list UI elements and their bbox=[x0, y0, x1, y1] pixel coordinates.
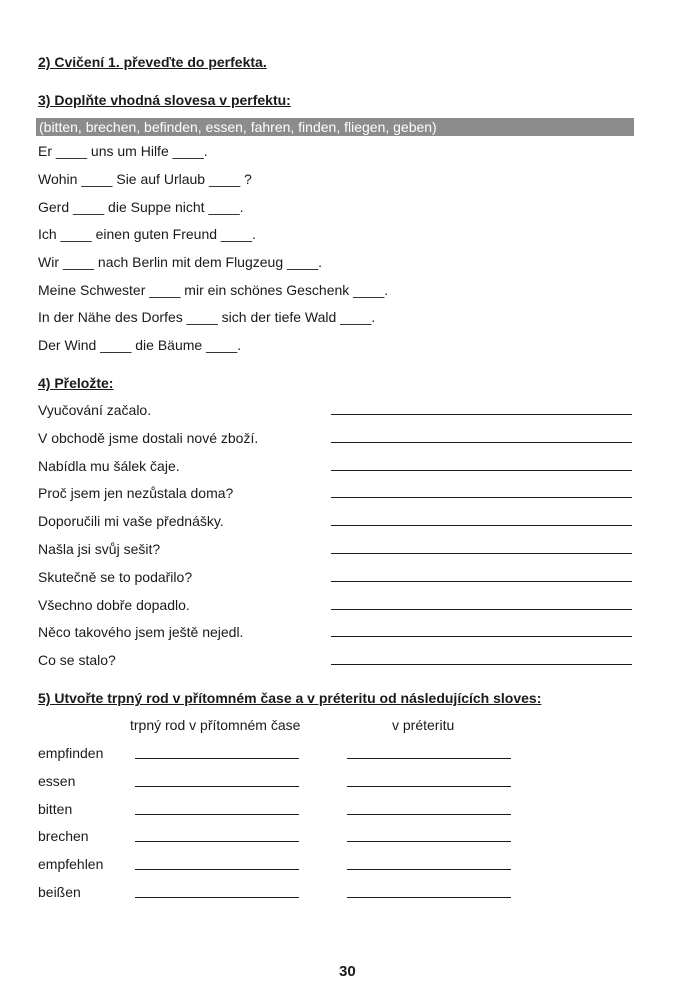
translation-item: Doporučili mi vaše přednášky. bbox=[38, 513, 224, 529]
answer-line[interactable] bbox=[135, 841, 299, 842]
answer-line[interactable] bbox=[331, 636, 632, 637]
answer-line[interactable] bbox=[347, 758, 511, 759]
exercise-sentence: Wir ____ nach Berlin mit dem Flugzeug ____. bbox=[38, 254, 323, 270]
column-header-present-passive: trpný rod v přítomném čase bbox=[130, 717, 301, 733]
answer-line[interactable] bbox=[331, 497, 632, 498]
verb-label: bitten bbox=[38, 801, 73, 817]
answer-line[interactable] bbox=[331, 553, 632, 554]
translation-item: Něco takového jsem ještě nejedl. bbox=[38, 624, 244, 640]
section2-heading: 2) Cvičení 1. převeďte do perfekta. bbox=[38, 54, 267, 70]
verb-label: essen bbox=[38, 773, 76, 789]
answer-line[interactable] bbox=[347, 897, 511, 898]
answer-line[interactable] bbox=[347, 841, 511, 842]
translation-item: Všechno dobře dopadlo. bbox=[38, 597, 190, 613]
exercise-sentence: Der Wind ____ die Bäume ____. bbox=[38, 337, 242, 353]
translation-item: Co se stalo? bbox=[38, 652, 116, 668]
exercise-sentence: Wohin ____ Sie auf Urlaub ____ ? bbox=[38, 171, 252, 187]
answer-line[interactable] bbox=[331, 414, 632, 415]
answer-line[interactable] bbox=[347, 786, 511, 787]
answer-line[interactable] bbox=[331, 664, 632, 665]
translation-item: Vyučování začalo. bbox=[38, 402, 152, 418]
answer-line[interactable] bbox=[135, 869, 299, 870]
answer-line[interactable] bbox=[135, 758, 299, 759]
translation-item: Skutečně se to podařilo? bbox=[38, 569, 193, 585]
exercise-sentence: Meine Schwester ____ mir ein schönes Geschenk ____. bbox=[38, 282, 389, 298]
answer-line[interactable] bbox=[347, 869, 511, 870]
answer-line[interactable] bbox=[331, 470, 632, 471]
exercise-sentence: Er ____ uns um Hilfe ____. bbox=[38, 143, 208, 159]
verb-label: beißen bbox=[38, 884, 81, 900]
answer-line[interactable] bbox=[331, 525, 632, 526]
translation-item: Proč jsem jen nezůstala doma? bbox=[38, 485, 234, 501]
translation-item: Našla jsi svůj sešit? bbox=[38, 541, 161, 557]
answer-line[interactable] bbox=[347, 814, 511, 815]
answer-line[interactable] bbox=[135, 897, 299, 898]
answer-line[interactable] bbox=[135, 786, 299, 787]
section4-heading: 4) Přeložte: bbox=[38, 375, 114, 391]
translation-item: Nabídla mu šálek čaje. bbox=[38, 458, 180, 474]
column-header-preterite: v préteritu bbox=[392, 717, 455, 733]
answer-line[interactable] bbox=[135, 814, 299, 815]
page-number: 30 bbox=[339, 963, 356, 980]
exercise-sentence: In der Nähe des Dorfes ____ sich der tiefe Wald ____. bbox=[38, 309, 376, 325]
answer-line[interactable] bbox=[331, 581, 632, 582]
section3-heading: 3) Doplňte vhodná slovesa v perfektu: bbox=[38, 92, 291, 108]
exercise-sentence: Ich ____ einen guten Freund ____. bbox=[38, 226, 256, 242]
answer-line[interactable] bbox=[331, 609, 632, 610]
section5-heading: 5) Utvořte trpný rod v přítomném čase a v préteritu od následujících sloves: bbox=[38, 690, 542, 706]
verb-label: brechen bbox=[38, 828, 89, 844]
word-bank: (bitten, brechen, befinden, essen, fahren, finden, fliegen, geben) bbox=[36, 118, 634, 136]
translation-item: V obchodě jsme dostali nové zboží. bbox=[38, 430, 259, 446]
answer-line[interactable] bbox=[331, 442, 632, 443]
verb-label: empfehlen bbox=[38, 856, 104, 872]
exercise-sentence: Gerd ____ die Suppe nicht ____. bbox=[38, 199, 244, 215]
verb-label: empfinden bbox=[38, 745, 104, 761]
